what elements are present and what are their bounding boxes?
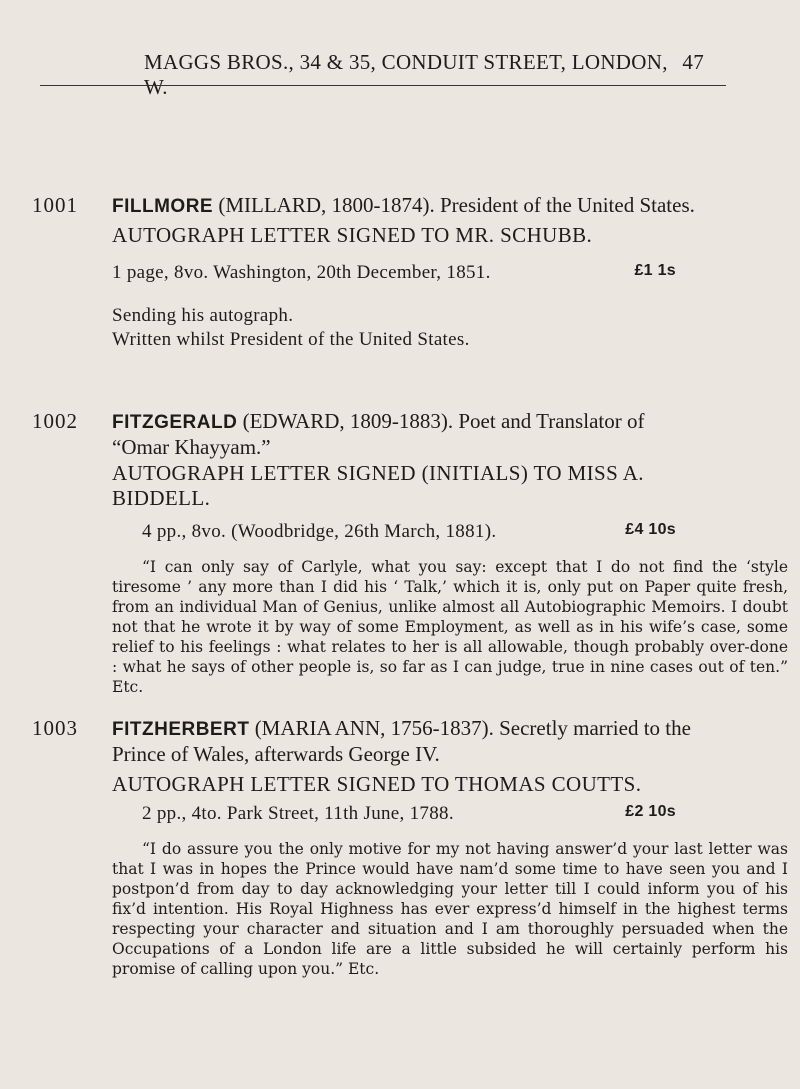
- entry-note: Sending his autograph.: [112, 305, 294, 326]
- entry-price: £4 10s: [625, 521, 676, 538]
- quote-text: “I can only say of Carlyle, what you say: except that I do not find the ‘style tiresome ’ any more than I did his ‘ Talk,’ which it is, only put on Paper quite fresh, from an individual Man of Genius, unlike almost all Autobiographic Memoirs. I doubt not that he wrote it by way of some Employment, as well as in his wife’s case, some relief to his feelings : what relates to her is all allowable, though probably over-done : what he says of other people is, so far as I can judge, true in nine cases out of ten.” Etc.: [112, 558, 788, 696]
- entry-detail: 4 pp., 8vo. (Woodbridge, 26th March, 1881).: [142, 521, 497, 542]
- entry-bio: (MARIA ANN, 1756-1837). Secretly married to the: [254, 716, 691, 740]
- entry-quote: [112, 839, 788, 979]
- entry-bio-continued: Prince of Wales, afterwards George IV.: [112, 742, 440, 766]
- entry-subject: AUTOGRAPH LETTER SIGNED TO THOMAS COUTTS.: [112, 772, 642, 796]
- entry-bio: (MILLARD, 1800-1874). President of the United States.: [218, 193, 695, 217]
- entry-price: £1 1s: [634, 262, 676, 279]
- quote-text: “I do assure you the only motive for my not having answer’d your last letter was that I was in hopes the Prince would have nam’d some time to have seen you and I postpon’d from day to day acknowledging your letter till I could inform you of his fix’d intention. His Royal Highness has ever express’d himself in the highest terms respecting your character and situation and I am thoroughly persuaded when the Occupations of a London life are a little subsided he will certainly perform his promise of calling upon you.” Etc.: [112, 840, 788, 978]
- entry-note: Written whilst President of the United States.: [112, 329, 470, 350]
- entry-bio-continued: “Omar Khayyam.”: [112, 435, 271, 459]
- entry-detail-row: [142, 521, 676, 543]
- entry-quote: [112, 557, 788, 697]
- lot-number: 1002: [32, 409, 78, 433]
- entry-detail-row: [142, 803, 676, 825]
- entry-bio: (EDWARD, 1809-1883). Poet and Translator of: [242, 409, 645, 433]
- entry-subject: AUTOGRAPH LETTER SIGNED (INITIALS) TO MISS A.: [112, 461, 644, 485]
- page-header: [144, 50, 704, 100]
- header-title: MAGGS BROS., 34 & 35, CONDUIT STREET, LONDON, W.: [144, 50, 668, 99]
- header-rule: [40, 85, 726, 86]
- entry-heading: [112, 409, 788, 435]
- page-number: 47: [682, 50, 704, 74]
- entry-name: FITZGERALD: [112, 412, 238, 433]
- lot-number: 1003: [32, 716, 78, 740]
- entry-subject: AUTOGRAPH LETTER SIGNED TO MR. SCHUBB.: [112, 223, 593, 247]
- entry-heading: [112, 716, 788, 742]
- entry-heading: [112, 193, 788, 219]
- entry-subject-continued: BIDDELL.: [112, 486, 211, 510]
- entry-detail: 1 page, 8vo. Washington, 20th December, 1851.: [112, 262, 491, 283]
- entry-detail: 2 pp., 4to. Park Street, 11th June, 1788.: [142, 803, 454, 824]
- entry-detail-row: [112, 262, 676, 284]
- entry-name: FILLMORE: [112, 196, 214, 217]
- entry-name: FITZHERBERT: [112, 719, 250, 740]
- lot-number: 1001: [32, 193, 78, 217]
- entry-price: £2 10s: [625, 803, 676, 820]
